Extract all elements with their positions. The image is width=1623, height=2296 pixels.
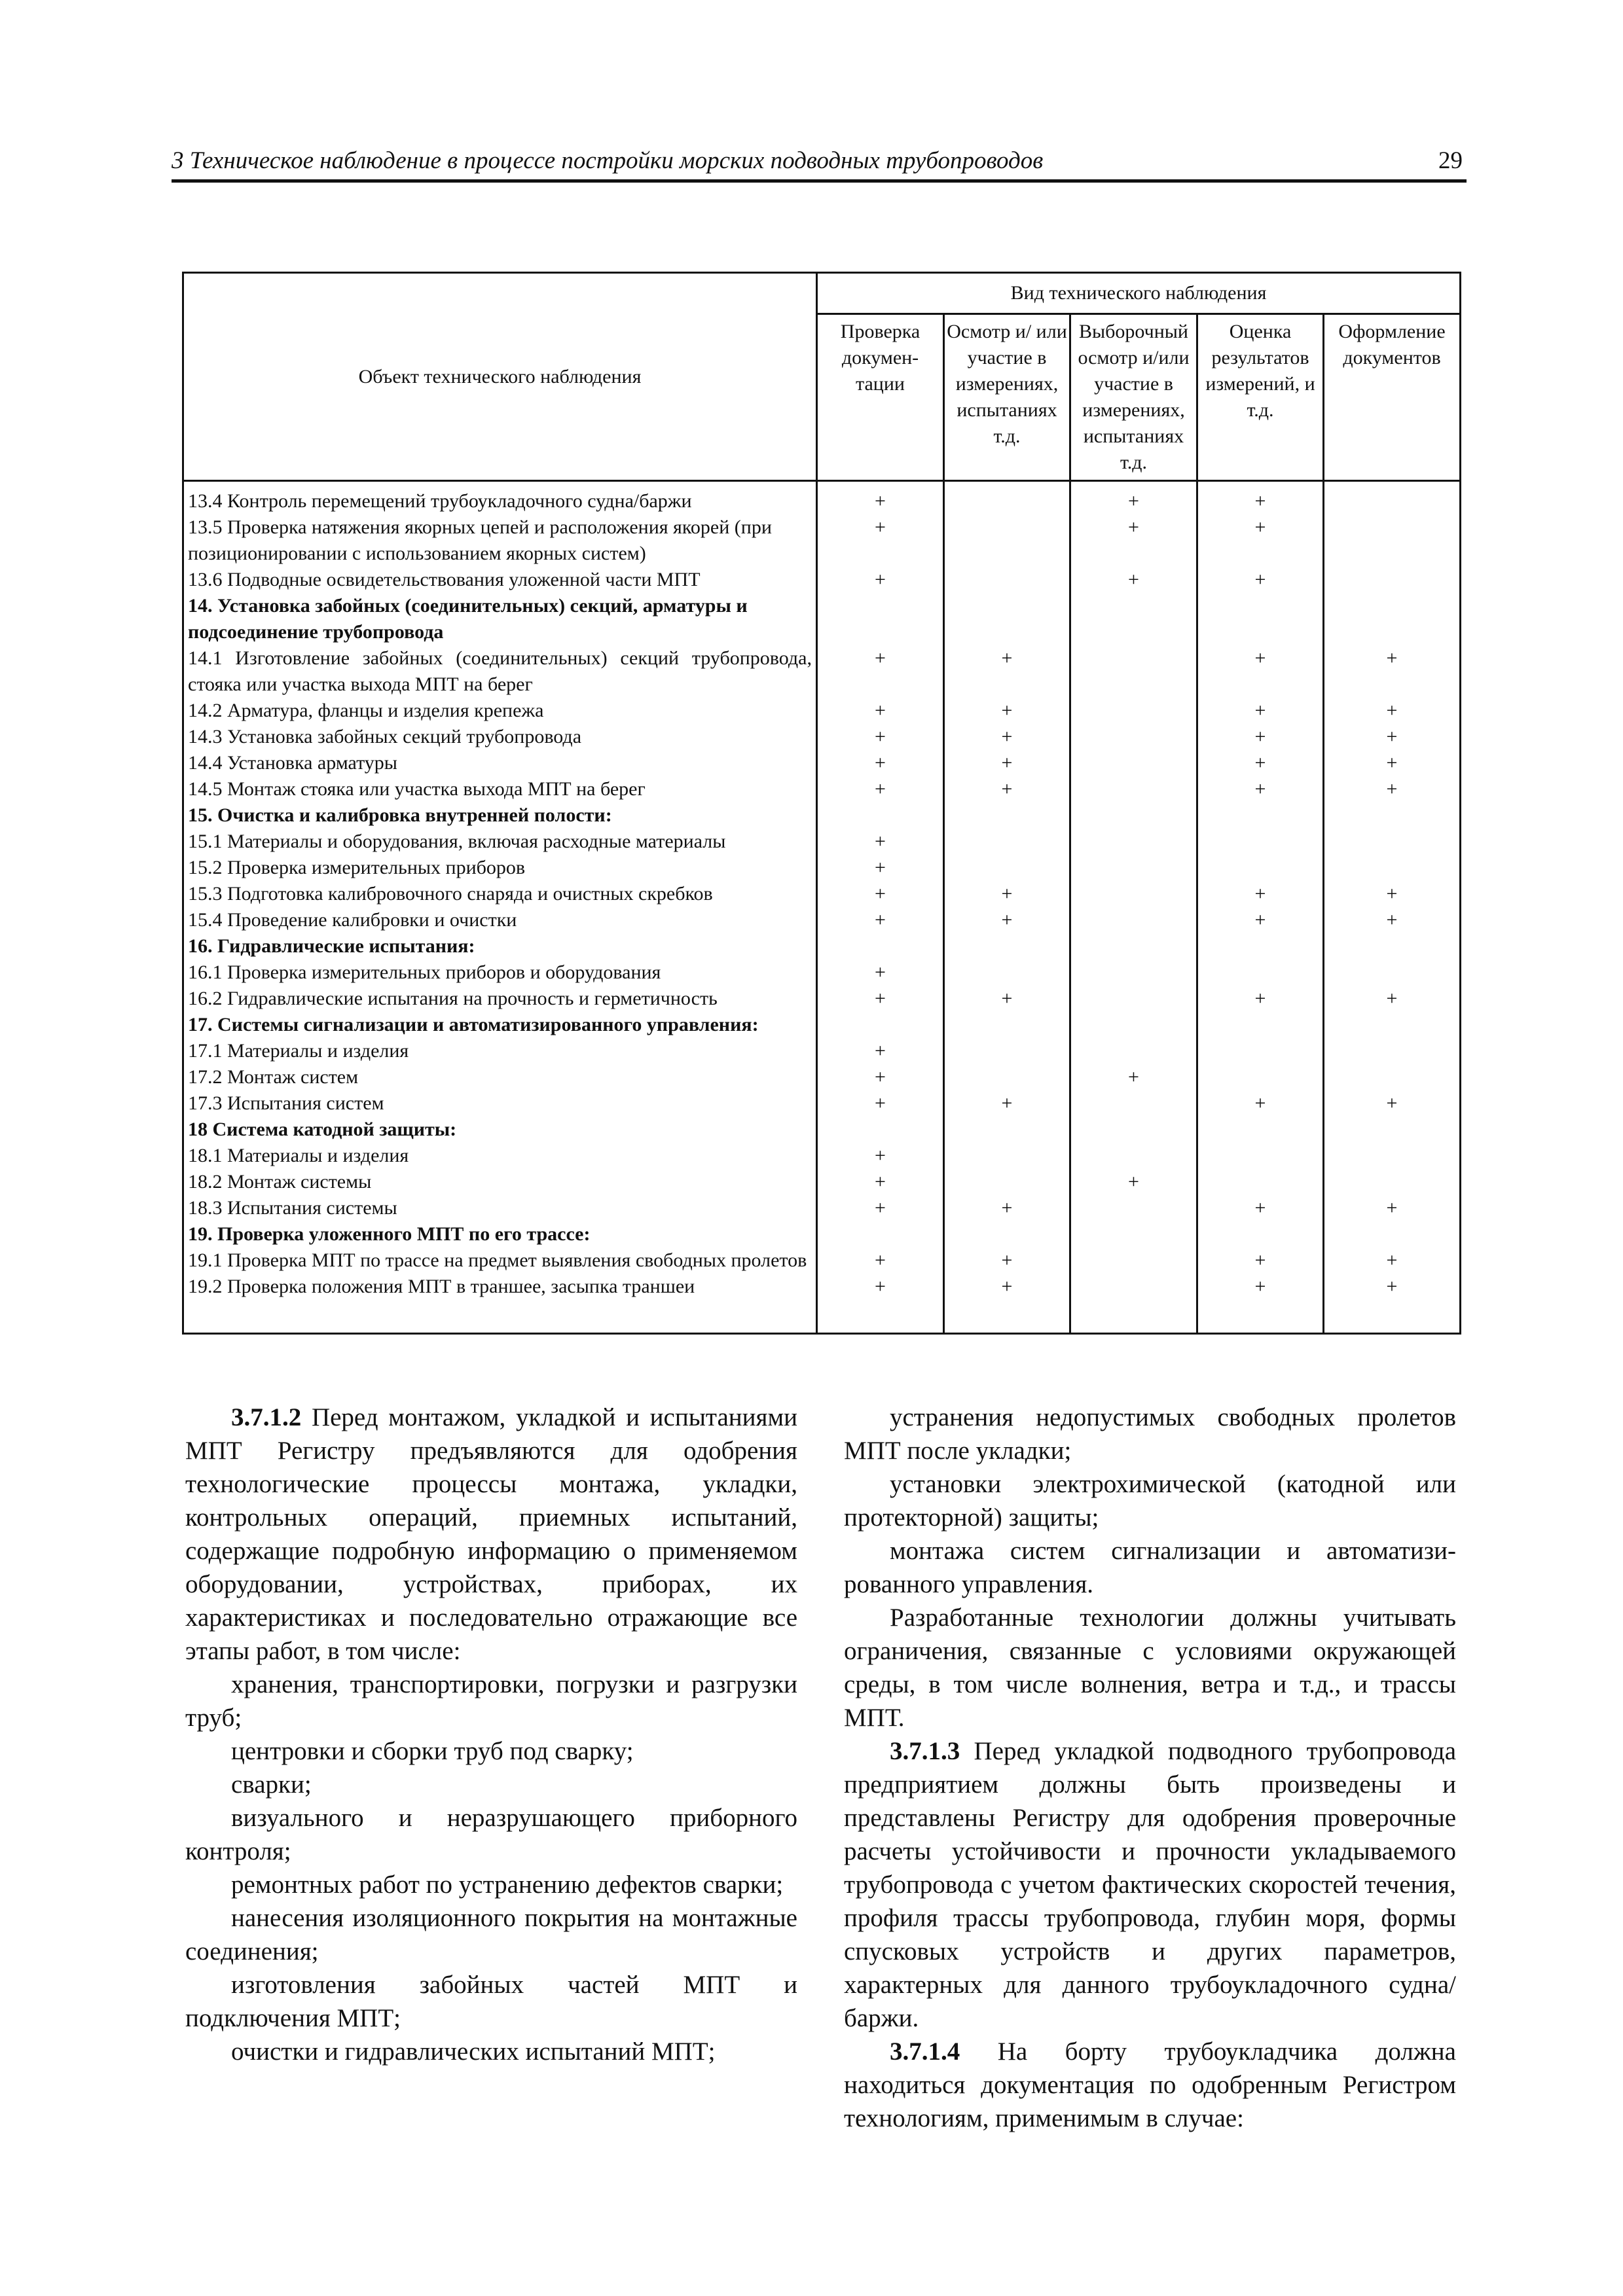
mark-cell <box>1324 567 1461 593</box>
row-label: 15.2 Проверка измерительных приборов <box>183 855 817 881</box>
mark-cell <box>944 802 1070 829</box>
mark-cell <box>1324 1038 1461 1064</box>
mark-cell <box>1324 933 1461 960</box>
mark-cell: + <box>1324 698 1461 724</box>
table-row <box>183 481 1461 515</box>
row-label: 16.1 Проверка измерительных приборов и оборудования <box>183 960 817 986</box>
mark-cell <box>1197 855 1324 881</box>
row-label: 16.2 Гидравлические испытания на прочность и герметичность <box>183 986 817 1012</box>
table-row <box>183 1064 1461 1090</box>
mark-cell: + <box>1197 481 1324 515</box>
row-label: 18 Система катодной защиты: <box>183 1117 817 1143</box>
mark-cell: + <box>944 907 1070 933</box>
supervision-table <box>182 272 1461 1335</box>
mark-cell: + <box>1197 1090 1324 1117</box>
mark-cell <box>1070 960 1197 986</box>
mark-cell <box>1324 1221 1461 1247</box>
table-row <box>183 986 1461 1012</box>
mark-cell <box>944 1012 1070 1038</box>
table-section-row <box>183 1221 1461 1247</box>
mark-cell: + <box>1324 1090 1461 1117</box>
table-row <box>183 724 1461 750</box>
mark-cell: + <box>817 960 944 986</box>
row-label: 18.3 Испытания системы <box>183 1195 817 1221</box>
table-section-row <box>183 593 1461 645</box>
table-row <box>183 1169 1461 1195</box>
mark-cell <box>1070 776 1197 802</box>
mark-cell: + <box>1070 481 1197 515</box>
mark-cell <box>944 1064 1070 1090</box>
row-label: 19.2 Проверка положения МПТ в траншее, засыпка траншеи <box>183 1274 817 1334</box>
row-label: 17.1 Материалы и изделия <box>183 1038 817 1064</box>
mark-cell: + <box>944 1090 1070 1117</box>
mark-cell <box>1324 1064 1461 1090</box>
mark-cell: + <box>1324 986 1461 1012</box>
mark-cell: + <box>1197 1195 1324 1221</box>
mark-cell <box>1197 829 1324 855</box>
page-number: 29 <box>1438 147 1463 174</box>
mark-cell <box>944 1038 1070 1064</box>
mark-cell <box>817 933 944 960</box>
mark-cell <box>1070 986 1197 1012</box>
mark-cell <box>1324 829 1461 855</box>
mark-cell: + <box>817 829 944 855</box>
list-item: хранения, транспортировки, погрузки и разгрузки труб; <box>185 1670 797 1732</box>
row-label: 14.3 Установка забойных секций трубопровода <box>183 724 817 750</box>
mark-cell <box>1324 1012 1461 1038</box>
mark-cell: + <box>817 514 944 567</box>
row-label: 19. Проверка уложенного МПТ по его трассе: <box>183 1221 817 1247</box>
mark-cell: + <box>817 1195 944 1221</box>
row-label: 19.1 Проверка МПТ по трассе на предмет выявления свободных пролетов <box>183 1247 817 1274</box>
row-label: 14. Установка забойных (соединительных) секций, арматуры и подсоединение трубопровода <box>183 593 817 645</box>
row-label: 17.3 Испытания систем <box>183 1090 817 1117</box>
mark-cell <box>817 593 944 645</box>
mark-cell: + <box>1324 1247 1461 1274</box>
table-row <box>183 567 1461 593</box>
mark-cell: + <box>944 750 1070 776</box>
table-section-row <box>183 1117 1461 1143</box>
mark-cell: + <box>1197 724 1324 750</box>
mark-cell <box>1070 750 1197 776</box>
mark-cell <box>944 593 1070 645</box>
mark-cell: + <box>1070 1064 1197 1090</box>
row-label: 14.4 Установка арматуры <box>183 750 817 776</box>
mark-cell: + <box>1197 750 1324 776</box>
row-label: 17.2 Монтаж систем <box>183 1064 817 1090</box>
list-item: сварки; <box>231 1770 312 1799</box>
list-item: установки электрохимической (катодной или протекторной) защиты; <box>844 1470 1456 1532</box>
mark-cell: + <box>1070 1169 1197 1195</box>
mark-cell <box>1197 802 1324 829</box>
mark-cell <box>944 960 1070 986</box>
mark-cell <box>944 1169 1070 1195</box>
row-label: 18.1 Материалы и изделия <box>183 1143 817 1169</box>
mark-cell: + <box>1197 698 1324 724</box>
list-item: ремонтных работ по устранению дефектов сварки; <box>231 1871 784 1899</box>
mark-cell <box>1197 1038 1324 1064</box>
mark-cell <box>817 1221 944 1247</box>
mark-cell: + <box>1197 776 1324 802</box>
mark-cell: + <box>817 855 944 881</box>
paragraph-3-7-1-3: 3.7.1.3 Перед укладкой подводного трубопровода предприятием должны быть произведены и представлены Регистру для одобрения проверочные расчеты устойчивости и прочности укладываемого трубопровода с учетом фактических скоростей течения, профиля трассы трубопровода, глубин моря, формы спусковых устройств и других параметров, характерных для данного трубоукладочного судна/баржи. <box>844 1737 1456 2032</box>
mark-cell <box>1197 933 1324 960</box>
row-label: 15.1 Материалы и оборудования, включая расходные материалы <box>183 829 817 855</box>
mark-cell <box>1324 481 1461 515</box>
right-text-column <box>844 1401 1456 2135</box>
column-header-results-evaluation: Оценка результатов измерений, и т.д. <box>1197 314 1324 481</box>
left-text-column <box>185 1401 797 2068</box>
mark-cell: + <box>944 1274 1070 1334</box>
paragraph-3-7-1-4: 3.7.1.4 На борту трубоукладчика должна находиться документация по одобренным Регистром технологиям, применимым в случае: <box>844 2037 1456 2132</box>
table-row <box>183 1247 1461 1274</box>
mark-cell <box>1070 1221 1197 1247</box>
mark-cell <box>1070 724 1197 750</box>
supervision-type-header: Вид технического наблюдения <box>817 273 1461 314</box>
mark-cell <box>1070 698 1197 724</box>
header-title: 3 Техническое наблюдение в процессе постройки морских подводных трубопроводов <box>172 147 1044 174</box>
row-label: 15.3 Подготовка калибровочного снаряда и очистных скребков <box>183 881 817 907</box>
mark-cell: + <box>944 1247 1070 1274</box>
mark-cell <box>1070 645 1197 698</box>
row-label: 15.4 Проведение калибровки и очистки <box>183 907 817 933</box>
mark-cell: + <box>944 645 1070 698</box>
mark-cell <box>1324 855 1461 881</box>
mark-cell: + <box>817 907 944 933</box>
table-row <box>183 881 1461 907</box>
mark-cell <box>1070 1195 1197 1221</box>
mark-cell <box>1197 593 1324 645</box>
mark-cell: + <box>817 1169 944 1195</box>
mark-cell <box>1070 802 1197 829</box>
mark-cell: + <box>944 776 1070 802</box>
running-header <box>172 137 1467 183</box>
mark-cell: + <box>944 986 1070 1012</box>
table-row <box>183 907 1461 933</box>
mark-cell: + <box>1197 514 1324 567</box>
mark-cell: + <box>1197 986 1324 1012</box>
mark-cell: + <box>1324 907 1461 933</box>
mark-cell <box>1070 1247 1197 1274</box>
row-label: 14.1 Изготовление забойных (соединительных) секций трубопровода, стояка или участка выхода МПТ на берег <box>183 645 817 698</box>
paragraph-technologies: Разработанные технологии должны учитывать ограничения, связанные с условиями окружающей среды, в том числе волнения, ветра и т.д., и трассы МПТ. <box>844 1604 1456 1732</box>
mark-cell <box>1324 1143 1461 1169</box>
mark-cell: + <box>1324 750 1461 776</box>
table-row <box>183 1038 1461 1064</box>
mark-cell <box>1324 1169 1461 1195</box>
row-label: 17. Системы сигнализации и автоматизированного управления: <box>183 1012 817 1038</box>
clause-number: 3.7.1.2 <box>231 1403 302 1431</box>
row-label: 15. Очистка и калибровка внутренней полости: <box>183 802 817 829</box>
mark-cell <box>944 1117 1070 1143</box>
mark-cell: + <box>1324 776 1461 802</box>
mark-cell <box>1070 881 1197 907</box>
list-item: центровки и сборки труб под сварку; <box>231 1737 634 1765</box>
table-row <box>183 855 1461 881</box>
row-label: 14.5 Монтаж стояка или участка выхода МПТ на берег <box>183 776 817 802</box>
table-section-row <box>183 933 1461 960</box>
object-column-header: Объект технического наблюдения <box>183 273 817 481</box>
list-item: нанесения изоляционного покрытия на монтажные соединения; <box>185 1904 797 1965</box>
mark-cell: + <box>944 881 1070 907</box>
mark-cell <box>1070 933 1197 960</box>
column-header-documentation: Оформление документов <box>1324 314 1461 481</box>
mark-cell: + <box>817 698 944 724</box>
mark-cell: + <box>944 1195 1070 1221</box>
column-header-inspection: Осмотр и/ или участие в измерениях, испытаниях т.д. <box>944 314 1070 481</box>
mark-cell: + <box>817 1064 944 1090</box>
mark-cell: + <box>1324 1274 1461 1334</box>
mark-cell <box>1197 1169 1324 1195</box>
mark-cell: + <box>817 724 944 750</box>
mark-cell <box>1197 1012 1324 1038</box>
clause-number: 3.7.1.4 <box>890 2037 960 2066</box>
mark-cell: + <box>1324 724 1461 750</box>
mark-cell: + <box>1197 645 1324 698</box>
mark-cell: + <box>817 645 944 698</box>
table-body <box>183 481 1461 1334</box>
mark-cell <box>817 1117 944 1143</box>
table-row <box>183 1274 1461 1334</box>
table-row <box>183 829 1461 855</box>
row-label: 14.2 Арматура, фланцы и изделия крепежа <box>183 698 817 724</box>
mark-cell: + <box>817 776 944 802</box>
mark-cell <box>1324 960 1461 986</box>
mark-cell <box>1197 1064 1324 1090</box>
table-section-row <box>183 802 1461 829</box>
row-label: 13.6 Подводные освидетельствования уложенной части МПТ <box>183 567 817 593</box>
mark-cell <box>1070 1090 1197 1117</box>
mark-cell <box>944 481 1070 515</box>
mark-cell <box>944 933 1070 960</box>
mark-cell <box>1070 593 1197 645</box>
row-label: 18.2 Монтаж системы <box>183 1169 817 1195</box>
table-section-row <box>183 1012 1461 1038</box>
paragraph-3-7-1-2: 3.7.1.2 Перед монтажом, укладкой и испытаниями МПТ Регистру предъявляются для одобрения технологические процессы монтажа, укладки, контрольных операций, приемных испытаний, содержащие подробную информацию о применяемом оборудовании, устройствах, приборах, их характеристиках и последовательно отражающие все этапы работ, в том числе: <box>185 1403 797 1665</box>
mark-cell <box>944 1221 1070 1247</box>
mark-cell: + <box>817 1038 944 1064</box>
mark-cell <box>1070 855 1197 881</box>
mark-cell: + <box>817 1274 944 1334</box>
mark-cell: + <box>1197 1274 1324 1334</box>
mark-cell <box>944 567 1070 593</box>
mark-cell <box>1070 829 1197 855</box>
row-label: 16. Гидравлические испытания: <box>183 933 817 960</box>
mark-cell <box>944 514 1070 567</box>
mark-cell: + <box>817 986 944 1012</box>
mark-cell: + <box>1070 567 1197 593</box>
mark-cell <box>944 829 1070 855</box>
table-row <box>183 750 1461 776</box>
mark-cell: + <box>817 1143 944 1169</box>
table-row <box>183 645 1461 698</box>
mark-cell <box>1070 907 1197 933</box>
clause-number: 3.7.1.3 <box>890 1737 960 1765</box>
mark-cell: + <box>817 1090 944 1117</box>
mark-cell <box>1197 1143 1324 1169</box>
mark-cell: + <box>817 481 944 515</box>
mark-cell <box>1070 1117 1197 1143</box>
mark-cell: + <box>1324 1195 1461 1221</box>
list-item: очистки и гидравлических испытаний МПТ; <box>231 2037 716 2066</box>
mark-cell: + <box>817 750 944 776</box>
table-row <box>183 960 1461 986</box>
list-item: монтажа систем сигнализации и автоматизированного управления. <box>844 1537 1456 1598</box>
table-row <box>183 1090 1461 1117</box>
mark-cell <box>817 1012 944 1038</box>
mark-cell <box>1070 1012 1197 1038</box>
mark-cell <box>1070 1143 1197 1169</box>
table-row <box>183 514 1461 567</box>
mark-cell: + <box>817 567 944 593</box>
mark-cell <box>1197 960 1324 986</box>
mark-cell: + <box>817 1247 944 1274</box>
column-header-document-check: Проверка докумен- тации <box>817 314 944 481</box>
mark-cell <box>1070 1274 1197 1334</box>
table-row <box>183 776 1461 802</box>
mark-cell <box>1197 1221 1324 1247</box>
mark-cell: + <box>1324 881 1461 907</box>
mark-cell: + <box>1324 645 1461 698</box>
mark-cell <box>1197 1117 1324 1143</box>
mark-cell: + <box>944 698 1070 724</box>
table-row <box>183 1143 1461 1169</box>
mark-cell: + <box>1197 1247 1324 1274</box>
mark-cell: + <box>817 881 944 907</box>
mark-cell: + <box>1070 514 1197 567</box>
mark-cell <box>944 1143 1070 1169</box>
mark-cell <box>1324 593 1461 645</box>
mark-cell <box>1324 802 1461 829</box>
mark-cell: + <box>1197 881 1324 907</box>
mark-cell <box>817 802 944 829</box>
table-row <box>183 698 1461 724</box>
row-label: 13.5 Проверка натяжения якорных цепей и расположения якорей (при позиционировании с использованием якорных систем) <box>183 514 817 567</box>
row-label: 13.4 Контроль перемещений трубоукладочного судна/баржи <box>183 481 817 515</box>
mark-cell <box>1324 1117 1461 1143</box>
mark-cell <box>1324 514 1461 567</box>
list-item: изготовления забойных частей МПТ и подключения МПТ; <box>185 1971 797 2032</box>
mark-cell: + <box>1197 567 1324 593</box>
mark-cell: + <box>944 724 1070 750</box>
mark-cell: + <box>1197 907 1324 933</box>
list-item: визуального и неразрушающего приборного контроля; <box>185 1804 797 1865</box>
mark-cell <box>1070 1038 1197 1064</box>
column-header-selective-inspection: Выборочный осмотр и/или участие в измерениях, испытаниях т.д. <box>1070 314 1197 481</box>
list-item: устранения недопустимых свободных пролетов МПТ после укладки; <box>844 1403 1456 1465</box>
table-row <box>183 1195 1461 1221</box>
mark-cell <box>944 855 1070 881</box>
